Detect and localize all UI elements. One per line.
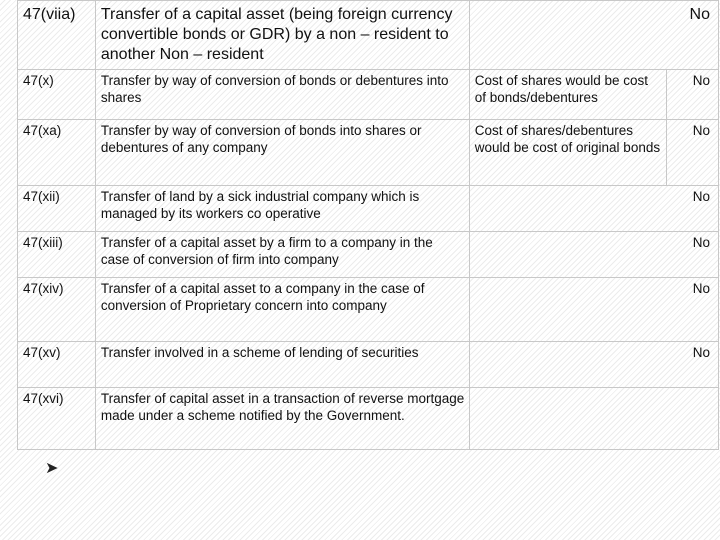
taxable-cell bbox=[469, 388, 718, 450]
table-row bbox=[18, 232, 719, 278]
description-cell: Transfer by way of conversion of bonds into shares or debentures of any company bbox=[95, 120, 469, 186]
section-cell: 47(xiii) bbox=[18, 232, 96, 278]
section-cell: 47(xa) bbox=[18, 120, 96, 186]
description-cell: Transfer of a capital asset by a firm to a company in the case of conversion of firm into company bbox=[95, 232, 469, 278]
exemptions-table bbox=[17, 0, 719, 450]
taxable-cell: No bbox=[667, 70, 719, 120]
description-cell: Transfer of a capital asset (being foreign currency convertible bonds or GDR) by a non – resident to another Non – resident bbox=[95, 1, 469, 70]
table-row bbox=[18, 388, 719, 450]
description-cell: Transfer of land by a sick industrial company which is managed by its workers co operative bbox=[95, 186, 469, 232]
description-cell: Transfer of a capital asset to a company in the case of conversion of Proprietary concern into company bbox=[95, 278, 469, 342]
section-cell: 47(viia) bbox=[18, 1, 96, 70]
taxable-cell: No bbox=[469, 1, 718, 70]
cost-cell: Cost of shares would be cost of bonds/debentures bbox=[469, 70, 666, 120]
description-cell: Transfer involved in a scheme of lending of securities bbox=[95, 342, 469, 388]
taxable-cell: No bbox=[469, 278, 718, 342]
section-cell: 47(xii) bbox=[18, 186, 96, 232]
section-cell: 47(x) bbox=[18, 70, 96, 120]
table-row bbox=[18, 1, 719, 70]
section-cell: 47(xv) bbox=[18, 342, 96, 388]
table-row bbox=[18, 278, 719, 342]
table-row bbox=[18, 120, 719, 186]
taxable-cell: No bbox=[469, 186, 718, 232]
section-cell: 47(xvi) bbox=[18, 388, 96, 450]
taxable-cell: No bbox=[469, 342, 718, 388]
table-row bbox=[18, 186, 719, 232]
section-cell: 47(xiv) bbox=[18, 278, 96, 342]
table-row bbox=[18, 70, 719, 120]
table-row bbox=[18, 342, 719, 388]
arrow-bullet-icon: ➤ bbox=[45, 460, 59, 477]
cost-cell: Cost of shares/debentures would be cost of original bonds bbox=[469, 120, 666, 186]
description-cell: Transfer of capital asset in a transaction of reverse mortgage made under a scheme notified by the Government. bbox=[95, 388, 469, 450]
taxable-cell: No bbox=[667, 120, 719, 186]
taxable-cell: No bbox=[469, 232, 718, 278]
description-cell: Transfer by way of conversion of bonds or debentures into shares bbox=[95, 70, 469, 120]
